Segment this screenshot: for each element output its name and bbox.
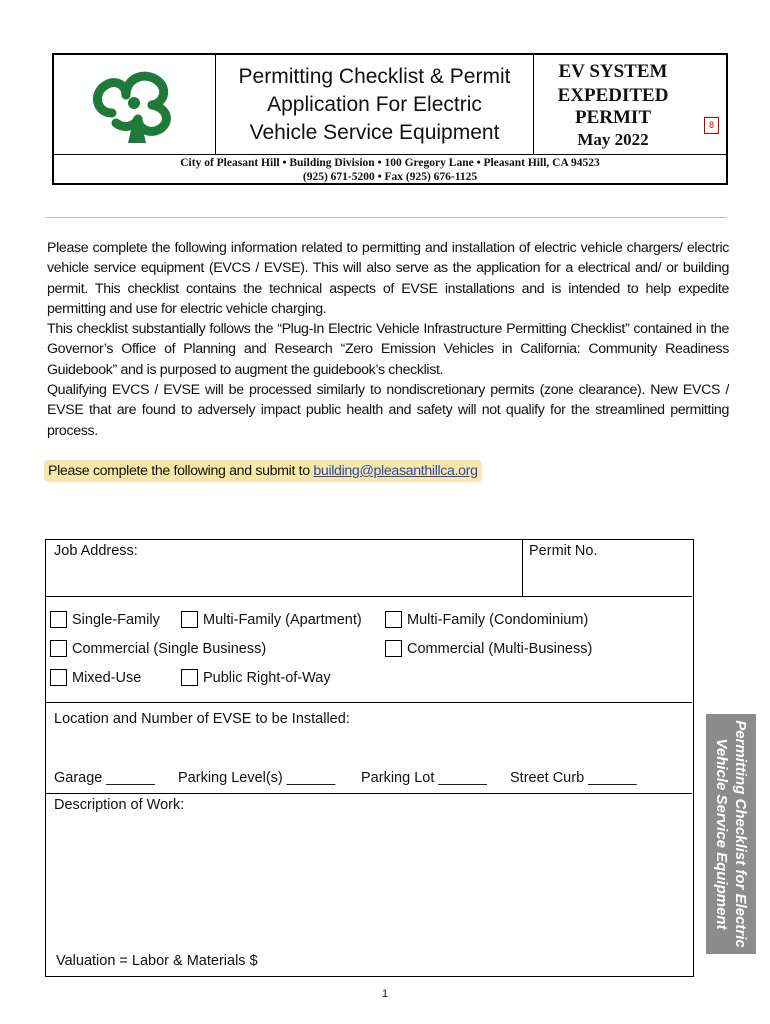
valuation-label[interactable]: Valuation = Labor & Materials $ [56, 953, 258, 969]
page-badge: 8 [704, 117, 719, 134]
cell-divider [522, 540, 523, 597]
address-row [54, 154, 726, 183]
checkbox-box[interactable] [385, 640, 402, 657]
checkbox-commercial-single[interactable]: Commercial (Single Business) [50, 640, 266, 657]
checkbox-multi-family-apartment[interactable]: Multi-Family (Apartment) [181, 611, 362, 628]
location-label: Location and Number of EVSE to be Installed: [54, 711, 350, 727]
description-field[interactable] [54, 818, 684, 948]
parking-lot-field[interactable]: Parking Lot ______ [361, 770, 487, 786]
checkbox-box[interactable] [181, 669, 198, 686]
checkbox-box[interactable] [50, 611, 67, 628]
description-label: Description of Work: [54, 797, 185, 813]
job-address-label: Job Address: [54, 543, 138, 559]
checkbox-mixed-use[interactable]: Mixed-Use [50, 669, 141, 686]
side-tab [706, 714, 756, 954]
form-divider [46, 793, 692, 794]
parking-level-field[interactable]: Parking Level(s) ______ [178, 770, 336, 786]
submit-text: Please complete the following and submit to [48, 463, 314, 479]
intro-paragraph-2: This checklist substantially follows the “Plug-In Electric Vehicle Infrastructure Permitting Checklist” contained in the Governor’s Office of Planning and Research “Zero Emission Vehicles in California: Community Readiness Guidebook” and is purposed to augment the guidebook’s checklist. [47, 321, 729, 378]
garage-field[interactable]: Garage ______ [54, 770, 155, 786]
page-number: 1 [381, 988, 389, 1000]
form-divider [46, 702, 692, 703]
ev-date: May 2022 [577, 130, 649, 149]
ev-line-3: PERMIT [575, 107, 651, 128]
checkbox-public-row[interactable]: Public Right-of-Way [181, 669, 331, 686]
checkbox-box[interactable] [50, 640, 67, 657]
ev-permit-cell [534, 55, 726, 154]
permit-no-label: Permit No. [529, 543, 598, 559]
checkbox-box[interactable] [385, 611, 402, 628]
checkbox-box[interactable] [50, 669, 67, 686]
intro-paragraph-3: Qualifying EVCS / EVSE will be processed similarly to nondiscretionary permits (zone clearance). New EVCS / EVSE that are found to adversely impact public health and safety will not qualify for the streamlined permitting process. [47, 382, 729, 439]
checkbox-box[interactable] [181, 611, 198, 628]
title-cell [216, 55, 534, 154]
email-link[interactable]: building@pleasanthillca.org [313, 463, 478, 479]
tree-logo-icon [54, 55, 216, 154]
job-address-field[interactable] [54, 562, 516, 592]
side-tab-text: Permitting Checklist for Electric Vehicle Service Equipment [713, 720, 750, 948]
address-line-1: City of Pleasant Hill • Building Division • 100 Gregory Lane • Pleasant Hill, CA 94523 [180, 157, 600, 169]
divider [46, 217, 727, 218]
ev-line-1: EV SYSTEM [558, 61, 668, 82]
form-divider [46, 596, 692, 597]
checkbox-commercial-multi[interactable]: Commercial (Multi-Business) [385, 640, 592, 657]
street-curb-field[interactable]: Street Curb ______ [510, 770, 637, 786]
ev-line-2: EXPEDITED [557, 85, 669, 106]
header-box [52, 53, 728, 185]
application-form [45, 539, 694, 977]
intro-text [47, 238, 729, 441]
address-line-2: (925) 671-5200 • Fax (925) 676-1125 [302, 171, 478, 183]
checkbox-single-family[interactable]: Single-Family [50, 611, 160, 628]
logo-cell [54, 55, 216, 154]
permit-no-field[interactable] [529, 562, 687, 592]
document-title: Permitting Checklist & Permit Application For Electric Vehicle Service Equipment [238, 64, 511, 144]
submit-instruction [44, 460, 482, 482]
checkbox-multi-family-condominium[interactable]: Multi-Family (Condominium) [385, 611, 588, 628]
intro-paragraph-1: Please complete the following information related to permitting and installation of electric vehicle chargers/ electric vehicle service equipment (EVCS / EVSE). This will also serve as the application for a electrical and/ or building permit. This checklist contains the technical aspects of EVSE installations and is intended to help expedite permitting and use for electric vehicle charging. [47, 240, 729, 317]
